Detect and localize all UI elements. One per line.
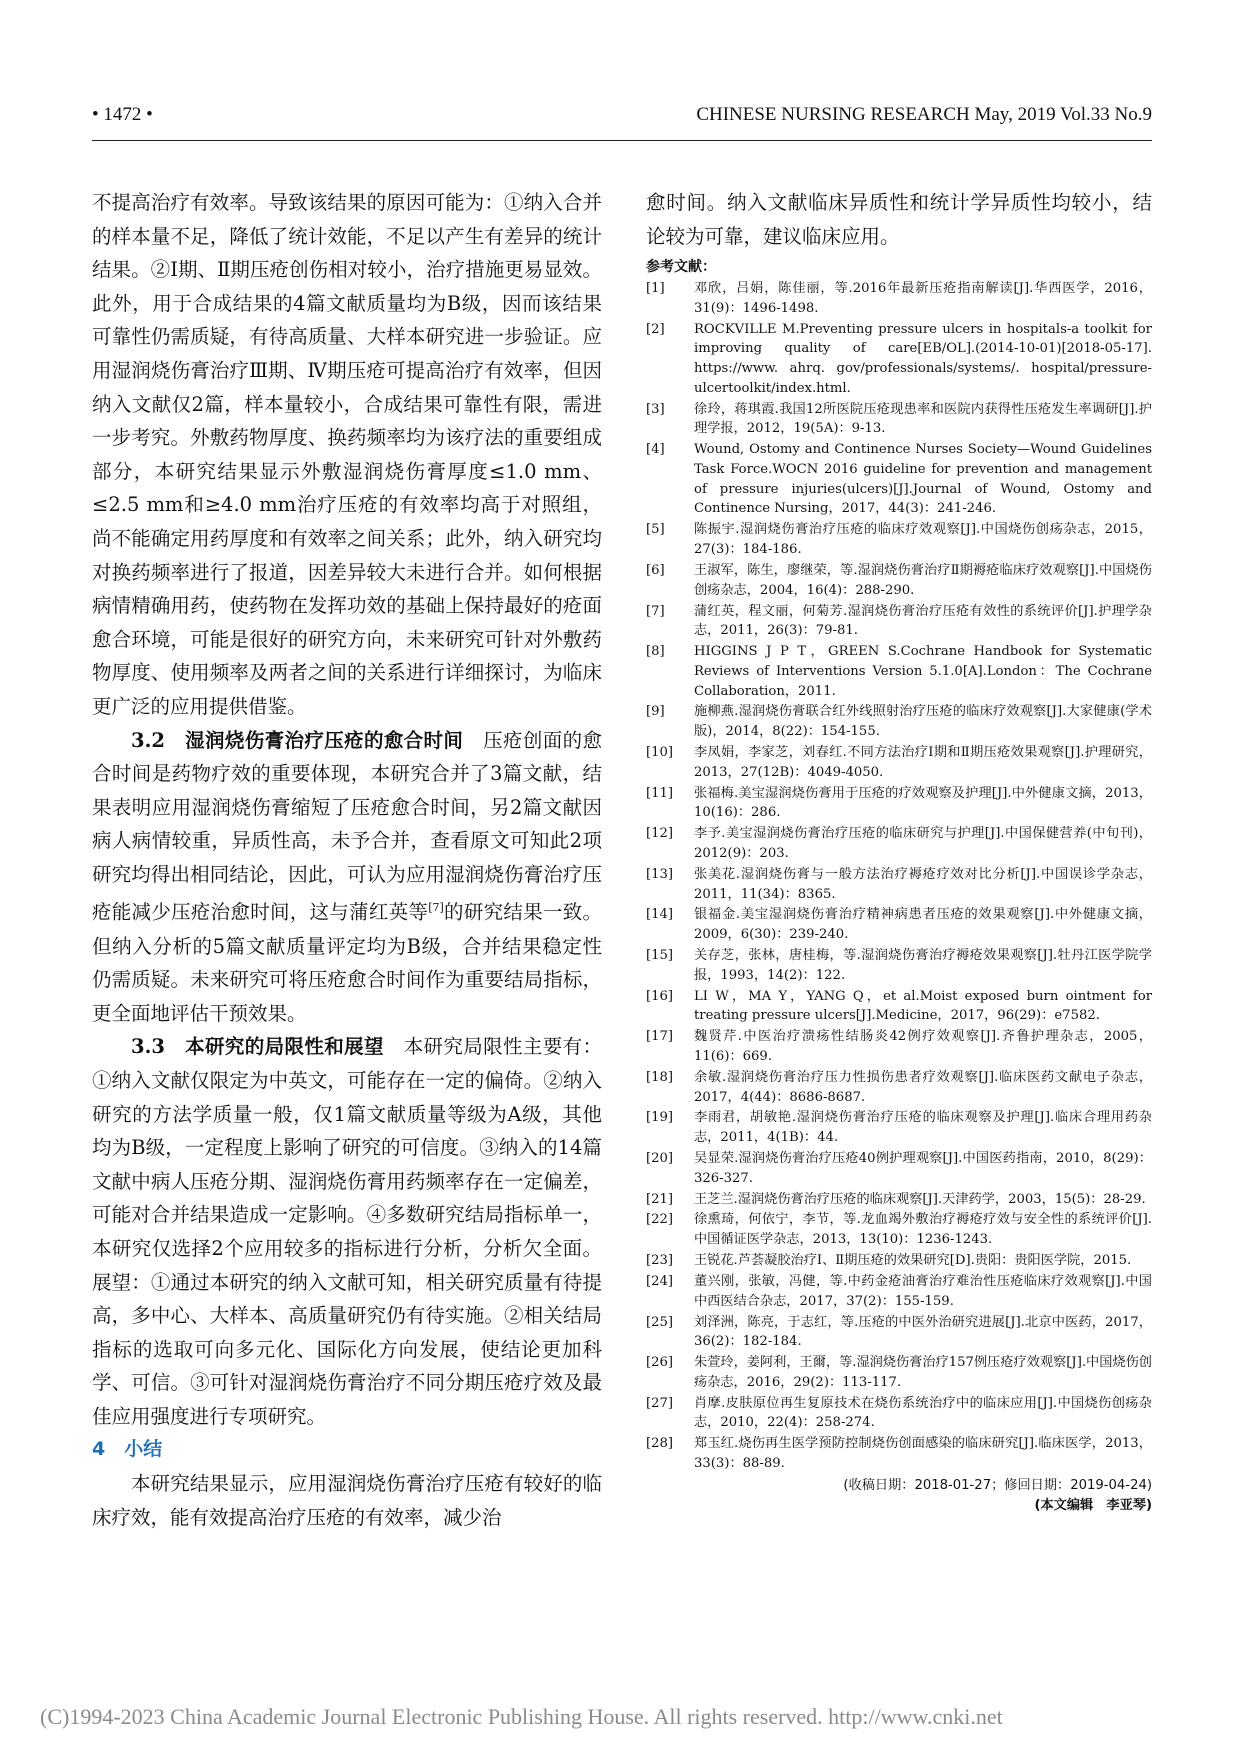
reference-number: [23] <box>646 1253 674 1269</box>
reference-text: 王淑军，陈生，廖继荣，等.湿润烧伤膏治疗Ⅱ期褥疮临床疗效观察[J].中国烧伤创疡杂志，2004，16(4)：288-290. <box>694 562 1152 598</box>
journal-citation: CHINESE NURSING RESEARCH May, 2019 Vol.33 No.9 <box>696 104 1152 125</box>
reference-text: 朱萱玲，姜阿利，王爾，等.湿润烧伤膏治疗157例压疮疗效观察[J].中国烧伤创疡杂志，2016，29(2)：113-117. <box>694 1355 1152 1390</box>
reference-text: 张美花.湿润烧伤膏与一般方法治疗褥疮疗效对比分析[J].中国误诊学杂志，2011，11(34)：8365. <box>694 866 1152 902</box>
right-column <box>646 186 1152 1516</box>
references-heading: 参考文献： <box>646 259 716 276</box>
reference-text: 王锐花.芦荟凝胶治疗Ⅰ、Ⅱ期压疮的效果研究[D].贵阳：贵阳医学院，2015. <box>694 1253 1132 1269</box>
reference-text: 施柳燕.湿润烧伤膏联合红外线照射治疗压疮的临床疗效观察[J].大家健康(学术版)，2014，8(22)：154-155. <box>694 704 1152 740</box>
section-3-3-text: 本研究局限性主要有：①纳入文献仅限定为中英文，可能存在一定的偏倚。②纳入研究的方法学质量一般，仅1篇文献质量等级为A级，其他均为B级，一定程度上影响了研究的可信度。③纳入的14篇文献中病人压疮分期、湿润烧伤膏用药频率存在一定偏差，可能对合并结果造成一定影响。④多数研究结局指标单一，本研究仅选择2个应用较多的指标进行分析，分析欠全面。展望：①通过本研究的纳入文献可知，相关研究质量有待提高，多中心、大样本、高质量研究仍有待实施。②相关结局指标的选取可向多元化、国际化方向发展，使结论更加科学、可信。③可针对湿润烧伤膏治疗不同分期压疮疗效及最佳应用强度进行专项研究。 <box>92 1035 602 1428</box>
reference-number: [22] <box>646 1212 674 1228</box>
reference-number: [12] <box>646 826 674 842</box>
reference-number: [6] <box>646 562 665 578</box>
reference-number: [20] <box>646 1150 674 1166</box>
reference-text: 王芝兰.湿润烧伤膏治疗压疮的临床观察[J].天津药学，2003，15(5)：28-29. <box>694 1191 1146 1207</box>
reference-item <box>646 784 1152 823</box>
reference-item <box>646 905 1152 944</box>
reference-number: [18] <box>646 1069 674 1085</box>
section-3-3-heading: 3.3 本研究的局限性和展望 <box>131 1035 384 1059</box>
reference-item <box>646 1353 1152 1392</box>
reference-text: 蒲红英，程文丽，何菊芳.湿润烧伤膏治疗压疮有效性的系统评价[J].护理学杂志，2011，26(3)：79-81. <box>694 603 1152 639</box>
left-column <box>92 186 602 1534</box>
reference-text: 李雨君，胡敏艳.湿润烧伤膏治疗压疮的临床观察及护理[J].临床合理用药杂志，2011，4(1B)：44. <box>694 1110 1152 1146</box>
reference-item <box>646 561 1152 600</box>
reference-number: [28] <box>646 1436 674 1452</box>
running-header <box>92 96 1152 136</box>
reference-number: [1] <box>646 281 665 297</box>
reference-text: Wound, Ostomy and Continence Nurses Society—Wound Guidelines Task Force.WOCN 2016 guideline for prevention and management of pressure injuries(ulcers)[J].Journal of Wound, Ostomy and Continence Nursing，2017，44(3)：241-246. <box>694 442 1152 517</box>
citation-7[interactable]: [7] <box>428 901 444 915</box>
reference-number: [26] <box>646 1355 674 1371</box>
reference-item <box>646 987 1152 1026</box>
reference-item <box>646 1394 1152 1433</box>
reference-item <box>646 520 1152 559</box>
reference-number: [15] <box>646 948 674 964</box>
conclusion-continued: 愈时间。纳入文献临床异质性和统计学异质性均较小，结论较为可靠，建议临床应用。 <box>646 191 1152 248</box>
reference-number: [13] <box>646 866 674 882</box>
reference-item <box>646 824 1152 863</box>
reference-item <box>646 1027 1152 1066</box>
reference-text: 余敏.湿润烧伤膏治疗压力性损伤患者疗效观察[J].临床医药文献电子杂志，2017，4(44)：8686-8687. <box>694 1069 1152 1105</box>
reference-item <box>646 1313 1152 1352</box>
reference-item <box>646 642 1152 701</box>
reference-text: 陈振宇.湿润烧伤膏治疗压疮的临床疗效观察[J].中国烧伤创疡杂志，2015，27(3)：184-186. <box>694 522 1152 558</box>
reference-item <box>646 1068 1152 1107</box>
reference-text: 刘泽洲，陈亮，于志红，等.压疮的中医外治研究进展[J].北京中医药，2017，36(2)：182-184. <box>694 1314 1152 1350</box>
reference-number: [3] <box>646 401 665 417</box>
reference-text: 徐玲，蒋琪霞.我国12所医院压疮现患率和医院内获得性压疮发生率调研[J].护理学报，2012，19(5A)：9-13. <box>694 401 1152 437</box>
reference-item <box>646 946 1152 985</box>
reference-item <box>646 1210 1152 1249</box>
reference-item <box>646 440 1152 519</box>
reference-number: [17] <box>646 1029 674 1045</box>
reference-text: 徐熏琦，何依宁，李节，等.龙血竭外敷治疗褥疮疗效与安全性的系统评价[J].中国循证医学杂志，2013，13(10)：1236-1243. <box>694 1212 1152 1248</box>
reference-text: 李凤娟，李家芝，刘春红.不同方法治疗Ⅰ期和Ⅱ期压疮效果观察[J].护理研究，2013，27(12B)：4049-4050. <box>694 745 1152 780</box>
reference-text: 关存芝，张林，唐桂梅，等.湿润烧伤膏治疗褥疮效果观察[J].牡丹江医学院学报，1993，14(2)：122. <box>694 948 1152 983</box>
reference-number: [8] <box>646 644 665 660</box>
reference-item <box>646 702 1152 741</box>
editor-credit: (本文编辑 李亚琴) <box>1034 1497 1152 1513</box>
reference-text: 邓欣，吕娟，陈佳丽，等.2016年最新压疮指南解读[J].华西医学，2016，31(9)：1496-1498. <box>694 281 1152 316</box>
reference-text: 银福金.美宝湿润烧伤膏治疗精神病患者压疮的效果观察[J].中外健康文摘，2009，6(30)：239-240. <box>694 907 1152 943</box>
reference-item <box>646 400 1152 439</box>
reference-number: [7] <box>646 603 665 619</box>
reference-item <box>646 320 1152 399</box>
section-3-2-text: 压疮创面的愈合时间是药物疗效的重要体现，本研究合并了3篇文献，结果表明应用湿润烧伤膏缩短了压疮愈合时间，另2篇文献因病人病情较重，异质性高，未予合并，查看原文可知此2项研究均得出相同结论，因此，可认为应用湿润烧伤膏治疗压疮能减少压疮治愈时间，这与蒲红英等 <box>92 728 602 924</box>
reference-number: [5] <box>646 522 665 538</box>
reference-text: 董兴刚，张敏，冯健，等.中药金疮油膏治疗难治性压疮临床疗效观察[J].中国中西医结合杂志，2017，37(2)：155-159. <box>694 1273 1152 1309</box>
reference-item <box>646 1190 1152 1210</box>
section-4-heading: 4 小结 <box>92 1438 163 1461</box>
reference-number: [4] <box>646 442 665 458</box>
header-rule <box>92 140 1152 141</box>
reference-number: [25] <box>646 1314 674 1330</box>
reference-number: [27] <box>646 1395 674 1411</box>
reference-item <box>646 1108 1152 1147</box>
reference-number: [24] <box>646 1273 674 1289</box>
reference-item <box>646 743 1152 782</box>
reference-list <box>646 279 1152 1474</box>
reference-text: 肖摩.皮肤原位再生复原技术在烧伤系统治疗中的临床应用[J].中国烧伤创疡杂志，2010，22(4)：258-274. <box>694 1395 1152 1431</box>
section-4-text: 本研究结果显示，应用湿润烧伤膏治疗压疮有较好的临床疗效，能有效提高治疗压疮的有效率，减少治 <box>92 1472 602 1529</box>
reference-number: [2] <box>646 321 665 337</box>
reference-item <box>646 865 1152 904</box>
reference-text: 魏贤芹.中医治疗溃疡性结肠炎42例疗效观察[J].齐鲁护理杂志，2005，11(6)：669. <box>694 1029 1152 1064</box>
reference-item <box>646 1434 1152 1473</box>
reference-number: [11] <box>646 785 674 801</box>
reference-text: 李予.美宝湿润烧伤膏治疗压疮的临床研究与护理[J].中国保健营养(中旬刊)，2012(9)：203. <box>694 826 1152 861</box>
copyright-footer: (C)1994-2023 China Academic Journal Electronic Publishing House. All rights reserved. http://www.cnki.net <box>40 1704 1003 1729</box>
reference-number: [10] <box>646 745 674 761</box>
reference-text: HIGGINS J P T，GREEN S.Cochrane Handbook for Systematic Reviews of Interventions Version 5.1.0[A].London：The Cochrane Collaboration，2011. <box>694 644 1152 699</box>
reference-number: [16] <box>646 988 674 1004</box>
reference-text: 张福梅.美宝湿润烧伤膏用于压疮的疗效观察及护理[J].中外健康文摘，2013，10(16)：286. <box>694 785 1152 821</box>
section-3-2-heading: 3.2 湿润烧伤膏治疗压疮的愈合时间 <box>131 728 464 752</box>
page-number: • 1472 • <box>92 104 153 125</box>
reference-text: LI W，MA Y，YANG Q，et al.Moist exposed burn ointment for treating pressure ulcers[J].Medicine，2017，96(29)：e7582. <box>694 988 1152 1024</box>
reference-item <box>646 279 1152 318</box>
reference-item <box>646 1272 1152 1311</box>
reference-number: [19] <box>646 1110 674 1126</box>
reference-text: 吴显荣.湿润烧伤膏治疗压疮40例护理观察[J].中国医药指南，2010，8(29)：326-327. <box>694 1150 1152 1186</box>
reference-item <box>646 602 1152 641</box>
reference-text: ROCKVILLE M.Preventing pressure ulcers in hospitals-a toolkit for improving quality of care[EB/OL].(2014-10-01)[2018-05-17]. https://www. ahrq. gov/professionals/systems/. hospital/pressure-ulcertoolkit/index.html. <box>694 321 1152 396</box>
received-dates: (收稿日期：2018-01-27；修回日期：2019-04-24) <box>843 1477 1152 1493</box>
reference-item <box>646 1149 1152 1188</box>
reference-number: [14] <box>646 907 674 923</box>
section-3-2 <box>92 724 602 1031</box>
reference-number: [9] <box>646 704 665 720</box>
body-paragraph: 不提高治疗有效率。导致该结果的原因可能为：①纳入合并的样本量不足，降低了统计效能，不足以产生有差异的统计结果。②Ⅰ期、Ⅱ期压疮创伤相对较小，治疗措施更易显效。此外，用于合成结果的4篇文献质量均为B级，因而该结果可靠性仍需质疑，有待高质量、大样本研究进一步验证。应用湿润烧伤膏治疗Ⅲ期、Ⅳ期压疮可提高治疗有效率，但因纳入文献仅2篇，样本量较小，合成结果可靠性有限，需进一步考究。外敷药物厚度、换药频率均为该疗法的重要组成部分，本研究结果显示外敷湿润烧伤膏厚度≤1.0 mm、≤2.5 mm和≥4.0 mm治疗压疮的有效率均高于对照组，尚不能确定用药厚度和有效率之间关系；此外，纳入研究均对换药频率进行了报道，因差异较大未进行合并。如何根据病情精确用药，使药物在发挥功效的基础上保持最好的疮面愈合环境，可能是很好的研究方向，未来研究可针对外敷药物厚度、使用频率及两者之间的关系进行详细探讨，为临床更广泛的应用提供借鉴。 <box>92 191 602 718</box>
section-3-3 <box>92 1030 602 1433</box>
reference-text: 郑玉红.烧伤再生医学预防控制烧伤创面感染的临床研究[J].临床医学，2013，33(3)：88-89. <box>694 1436 1152 1472</box>
section-3-2-text-cont: 的研究结果一致。但纳入分析的5篇文献质量评定均为B级，合并结果稳定性仍需质疑。未来研究可将压疮愈合时间作为重要结局指标，更全面地评估干预效果。 <box>92 900 602 1025</box>
reference-item <box>646 1251 1152 1271</box>
reference-number: [21] <box>646 1191 674 1207</box>
